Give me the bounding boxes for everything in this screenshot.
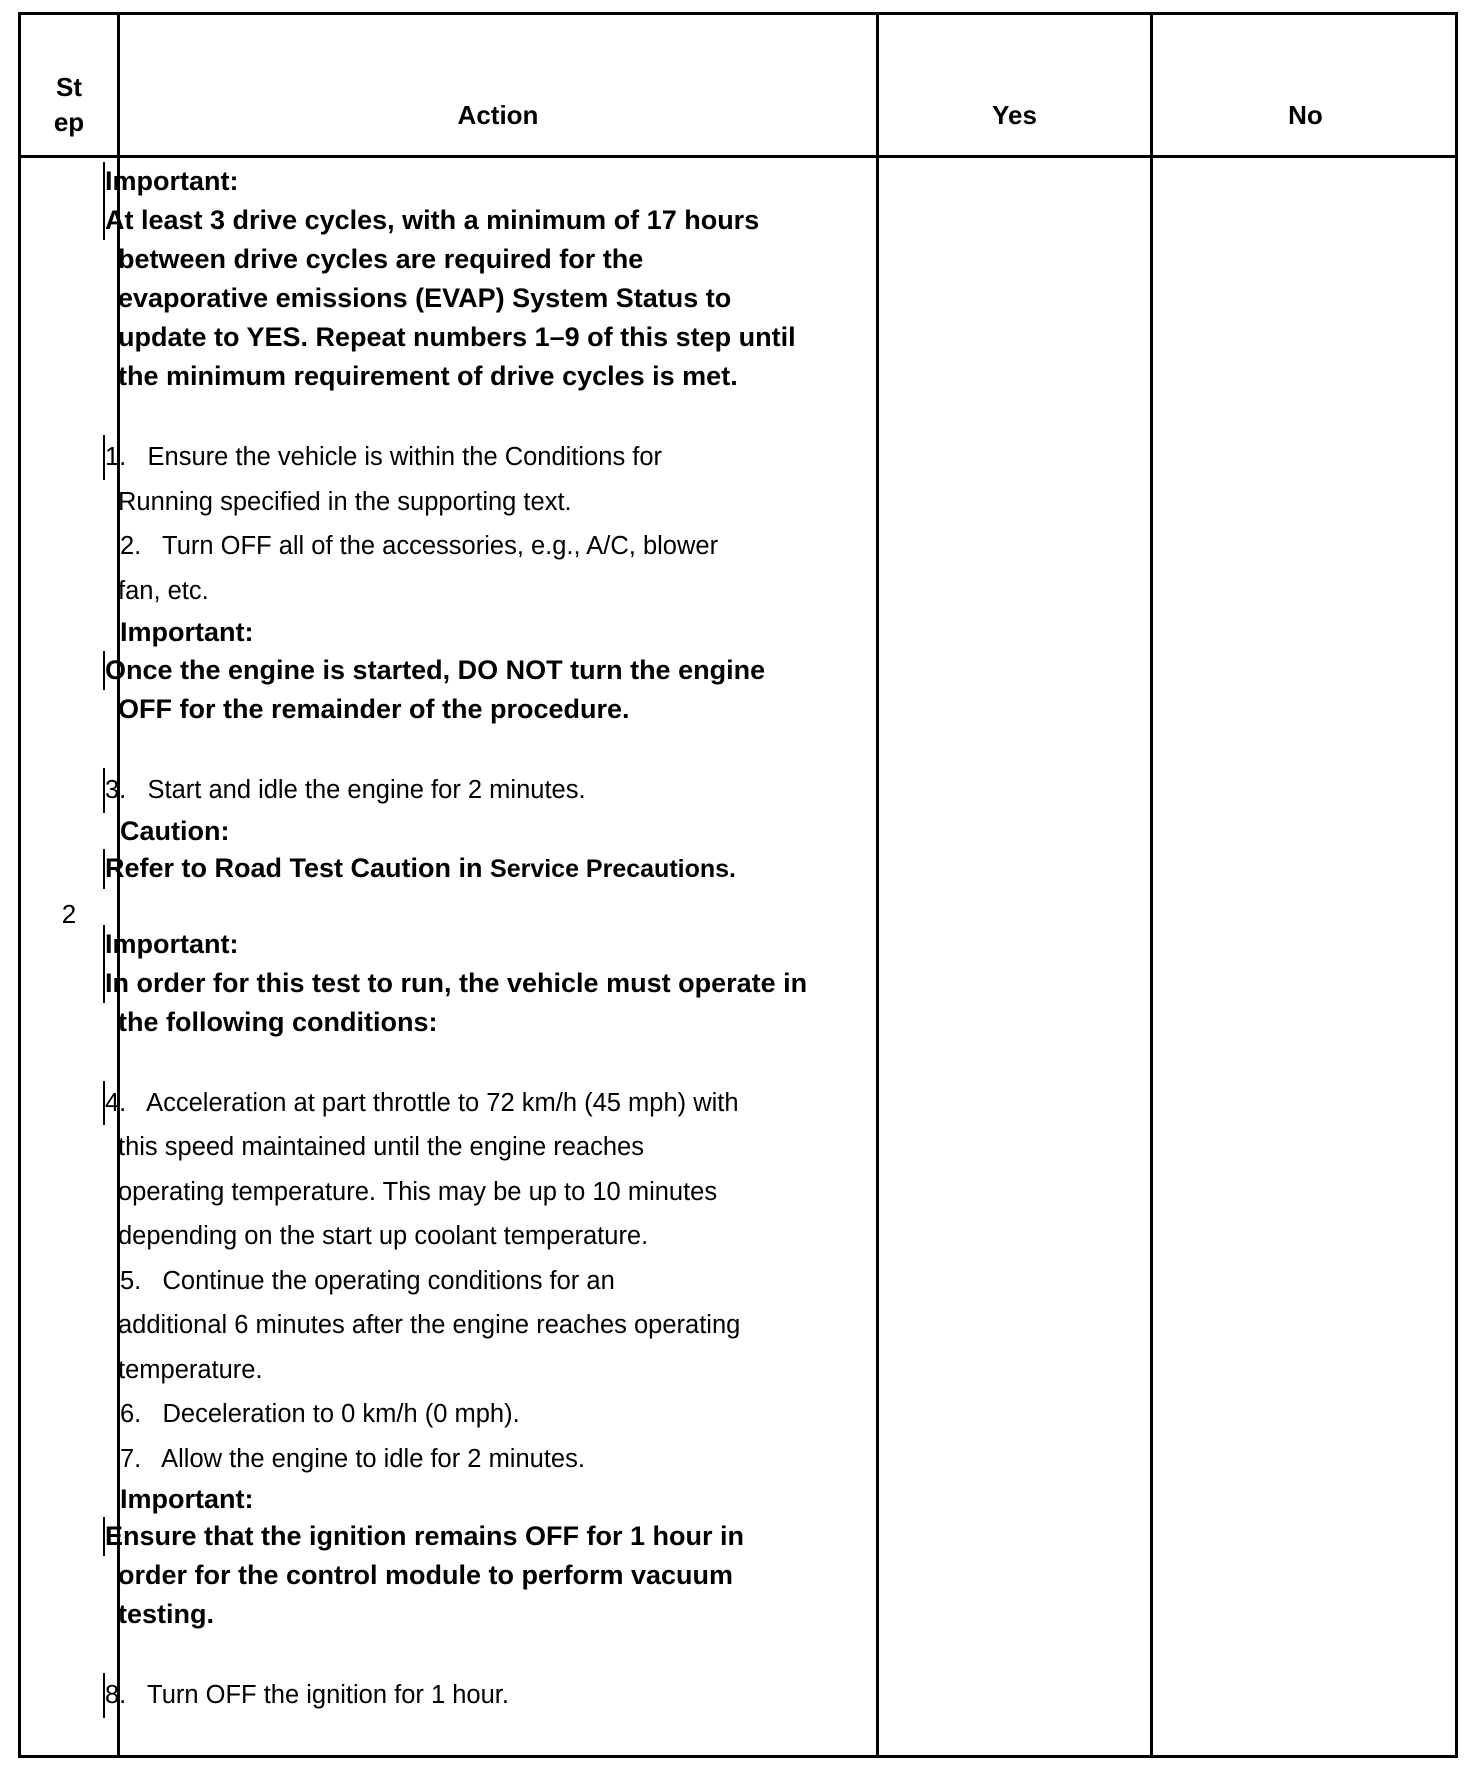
step-item-4-line-1: 4. Acceleration at part throttle to 72 km/h (45 mph) with — [103, 1081, 863, 1126]
step-item-6: 6. Deceleration to 0 km/h (0 mph). — [120, 1400, 520, 1428]
no-cell — [1153, 158, 1458, 1755]
step-item-2-line-2: fan, etc. — [118, 576, 209, 605]
important-1-line-2: between drive cycles are required for the — [118, 244, 644, 274]
step-item-8: 8. Turn OFF the ignition for 1 hour. — [103, 1673, 863, 1718]
caution-link[interactable]: Service Precautions. — [490, 854, 736, 883]
important-3-line-2: the following conditions: — [118, 1006, 438, 1037]
step-item-2-line-1: 2. Turn OFF all of the accessories, e.g., A/C, blower — [120, 532, 719, 560]
step-item-4-line-4: depending on the start up coolant temperature. — [118, 1222, 649, 1250]
step-item-5-line-3: temperature. — [118, 1355, 263, 1384]
yes-cell — [879, 158, 1150, 1755]
important-1-line-4: update to YES. Repeat numbers 1–9 of this step until — [118, 322, 796, 352]
important-4-line-1: Ensure that the ignition remains OFF for 1 hour in — [103, 1517, 863, 1556]
step-item-5-line-2: additional 6 minutes after the engine reaches operating — [118, 1311, 741, 1339]
caution-title: Caution: — [120, 815, 230, 846]
important-3-line-1: In order for this test to run, the vehicle must operate in — [103, 964, 863, 1003]
important-4-title: Important: — [120, 1484, 254, 1514]
step-item-5-line-1: 5. Continue the operating conditions for an — [120, 1266, 615, 1295]
important-1-line-3: evaporative emissions (EVAP) System Status to — [118, 283, 732, 313]
important-1-line-5: the minimum requirement of drive cycles is met. — [118, 361, 738, 391]
header-no: No — [1288, 100, 1323, 130]
important-3-title: Important: — [103, 925, 863, 964]
important-2-title: Important: — [120, 617, 254, 647]
step-item-3: 3. Start and idle the engine for 2 minutes. — [103, 768, 863, 813]
important-1-line-1: At least 3 drive cycles, with a minimum of 17 hours — [103, 201, 863, 240]
header-step — [21, 70, 117, 140]
step-item-4-line-3: operating temperature. This may be up to 10 minutes — [118, 1177, 718, 1206]
caution-text-a: Refer to Road Test Caution in — [105, 852, 491, 883]
step-item-1-line-1: 1. Ensure the vehicle is within the Conditions for — [103, 435, 863, 480]
header-yes: Yes — [992, 100, 1037, 130]
step-number: 2 — [61, 899, 77, 929]
caution-text — [103, 849, 863, 889]
step-item-4-line-2: this speed maintained until the engine reaches — [118, 1133, 644, 1161]
action-cell — [103, 162, 863, 1718]
header-step-line2: ep — [53, 107, 85, 137]
important-2-line-2: OFF for the remainder of the procedure. — [118, 694, 630, 724]
important-4-line-2: order for the control module to perform vacuum — [118, 1560, 734, 1590]
header-step-line1: St — [56, 72, 82, 102]
important-2-line-1: Once the engine is started, DO NOT turn the engine — [103, 651, 863, 690]
step-item-7: 7. Allow the engine to idle for 2 minutes. — [120, 1444, 585, 1473]
important-4-line-3: testing. — [118, 1599, 215, 1629]
important-1-title: Important: — [103, 162, 863, 201]
header-action: Action — [457, 100, 539, 130]
step-item-1-line-2: Running specified in the supporting text. — [118, 487, 572, 516]
